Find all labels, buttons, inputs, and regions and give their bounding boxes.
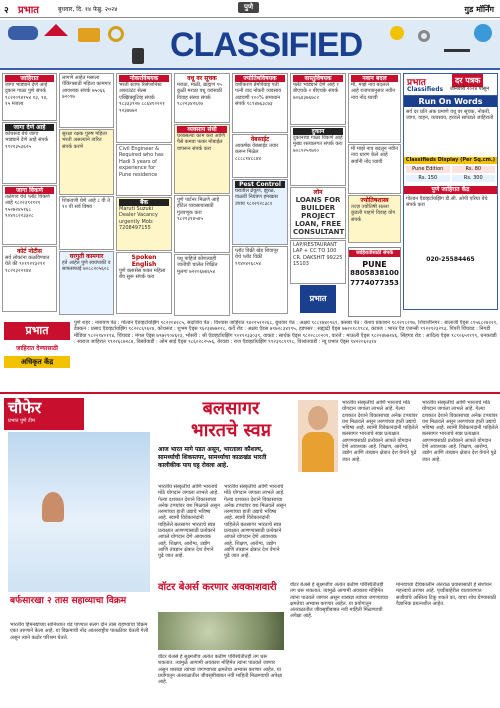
ad-centre-badge — [4, 322, 70, 388]
ad-centre-list-text: पुणे शहर : नारायण पेठ : गोल्डन ऍडव्हर्टायझिंग ९८२२०४२८५, सदाशिव पेठ : विश्वास जाहिरात ९४२२५१२२६८, बुधवार पेठ : अक्षय ९८८१७४०९६९, कसबा पेठ : केशव प्रकाशन ९८२२१८२९७, शिवाजीनगर : बालाजी ऍड्स ८९५६८२४२२१, डेक्कन : प्रसाद ऍडव्हर्टायझिंग ९८२२८६९६२४, कोथरूड : शुभम ऍड्स ९६२३४७७१२८, कर्वे रोड : अक्षय ऍडस ७९७२८३४१९५, हडपसर : सह्याद्री ऍड्स ७७२०१८१९८४, कात्रज : भारत ऍड एजन्सी ९९२२१२३२९३, पिंपरी चिंचवड : निगडी मीडिया ९८२२१४०११४, चिंचवड : मंगल ऍड्स ७९७२९०४६२३, भोसरी : श्री ऍडव्हर्टायझिंग ९०११२३३०३९, वाकड : सार्थक ऍड्स ९८२२८८०२०१, वारजे : माऊली ऍड्स ९८२२४७७१४६, सिंहगड रोड : आदित्य ऍड्स ९८९०६५९१९९, धनकवडी : स्वराज जाहिरात ९९२२६८७२८४, बिबवेवाडी : ओम साई ऍड्स ९८६०२८२५५६, येरवडा : राज ऍडव्हर्टायझिंग ९९२३१८१९९८, विश्रांतवाडी : न्यू प्रभात ऍड्स ९४२२०६२३१४ — [74, 320, 498, 345]
column-2 — [59, 73, 114, 318]
page-number: २ — [4, 6, 9, 16]
col3-box2-text: Civil Engineer & Required who has Hadi 3 years of experience for Pune residence — [119, 146, 164, 178]
chaufer-sub: प्रभात पुणे टीम — [8, 418, 35, 424]
ice-swimmer-photo — [8, 432, 150, 592]
col3-box4-text: पुणे क्लासेस फक्त महिला बॅच सुरू संपर्क करा — [119, 268, 166, 281]
page-header — [0, 0, 500, 18]
rate-card-notes: सर्व दर प्रति अंक प्रमाणे वधू वर सूचक, नोकरी, जागा, वाहन, व्यवसाय, हरवले सापडले जाहिराती — [406, 109, 494, 122]
headline-deck: आज भारत मागे पडत असून, भारताला कौशल्य, सामर्थ्याची शिकस्तपर, सामर्थ्याचा काळखंड भारती कालीकीक पाय घट्ट रोवला आहे. — [158, 446, 267, 469]
contact-head: जाहिरातीसाठी संपर्क — [349, 250, 400, 257]
col4-box4-text: वधू पाहिजे कोणत्याही जातीची चालेल शिक्षित मुलगा ७२२०६७४६५४ — [177, 256, 218, 275]
ad-badge-logo: प्रभात — [4, 322, 70, 340]
ad-centre-phone[interactable]: 020-25584465 — [426, 256, 475, 263]
col6-box2-text: दुकानाचा गाळा विकणे आहे मुख्य रस्त्यालगत संपर्क करा ७०८९२५९७१० — [293, 135, 343, 154]
edition-name: गुड मॉर्निंग — [464, 5, 494, 14]
water-bears-text-1: वॉटर बेअर्स हे सूक्ष्मजीव अत्यंत कठीण परिस्थितीतही तग धरू शकतात. त्यामुळे आगामी अवकाश मोहिमेत त्यांना पाठवले जाणार असून शास्त्रज्ञ त्यांच्या जगण्याच्या क्षमतेचा अभ्यास करणार आहेत. या प्रयोगातून अंतराळातील जीवसृष्टीबाबत नवी माहिती मिळण्याची अपेक्षा आहे. — [158, 654, 283, 686]
col6-box1-head: वास्तुविषयक — [293, 75, 343, 82]
col5-box3-head: Pest Control — [235, 181, 285, 188]
col5-box2-text: आकर्षक वेबसाईट तयार करून मिळेल ८८८८१४८८४४ — [235, 143, 279, 162]
col2-box3-text: शिकवणी घेणे आहे ८ वी ते १० वी सर्व विषय — [62, 198, 111, 211]
col1-box3-head: जागा विकणे — [5, 187, 54, 194]
chaufer-logo — [4, 398, 84, 430]
house-icon — [44, 24, 68, 36]
rate-cell-1: Pune Edition — [406, 166, 450, 173]
col2-box4-head: घरगुती कामगार — [69, 253, 104, 260]
author-photo — [298, 400, 338, 472]
author-head — [308, 406, 328, 430]
col1-box1-head: जाहिरात — [5, 75, 54, 82]
col1-box4-head: कोर्ट नोटीस — [17, 248, 42, 255]
chaufer-title: चौफेर — [8, 398, 42, 417]
photo-story-text: भारतीय हिमनद्यांच्या सानिध्यात थंड पाण्यात सलग दोन तास राहण्याचा विक्रम एका तरुणाने केला आहे. या विक्रमाची नोंद आंतरराष्ट्रीय पातळीवर घेतली गेली असून त्याने कठोर परिश्रम घेतले. — [10, 622, 149, 641]
col5-box3-text: घरातील ढेकूण, झुरळ, वाळवी नियंत्रण हमखास उपाय ९८२२१२८३८१ — [235, 188, 278, 207]
col4-box2-text: घरबसल्या काम करा आणि पैसे कमवा फक्त मोबाईल वापरून संपर्क करा — [177, 133, 225, 152]
col7-box1-head: नवान बदल — [351, 75, 398, 82]
globe-icon — [474, 24, 492, 42]
water-bears-text-2: वॉटर बेअर्स हे सूक्ष्मजीव अत्यंत कठीण परिस्थितीतही तग धरू शकतात. त्यामुळे आगामी अवकाश मोहिमेत त्यांना पाठवले जाणार असून शास्त्रज्ञ त्यांच्या जगण्याच्या क्षमतेचा अभ्यास करणार आहेत. या प्रयोगातून अंतराळातील जीवसृष्टीबाबत नवी माहिती मिळण्याची अपेक्षा आहे. — [290, 582, 389, 620]
contact-phone-1[interactable]: 8805838100 — [350, 269, 399, 277]
display-rate-head: Classifieds Display (Per Sq.cm.) — [405, 157, 496, 163]
city-tag: पुणे — [238, 2, 259, 13]
headline-line-2: भारतचे स्वप्न — [191, 420, 271, 441]
column-3 — [116, 73, 172, 318]
headline-line-1: बलसागर — [202, 398, 260, 419]
main-story-col-2: भारतीय संस्कृतीचे आणि भारताचे मोठे योगदान जगाला लाभले आहे. गेल्या दशकात देशाने विकासाच्या अनेक टप्प्यांवर यश मिळवले असून तरुणांच्या हाती उद्याचे भविष्य आहे. स्वामी विवेकानंदांनी पाहिलेले बलसागर भारताचे स्वप्न प्रत्यक्षात आणण्यासाठी प्रत्येकाने आपले योगदान देणे आवश्यक आहे. शिक्षण, आरोग्य, उद्योग आणि तंत्रज्ञान क्षेत्रात देश वेगाने पुढे जात आहे. — [224, 484, 286, 560]
col4-box1-text: मराठा, माळी, ब्राह्मण ९५ कुळी मराठा वधू वरांसाठी विवाह संस्था संपर्क ९८२२३४२६१७ — [177, 82, 223, 108]
rate-card-title: दर पत्रक — [452, 74, 483, 87]
rate-cell-4: Rs. 300 — [452, 175, 496, 182]
col3-box1-text: भरती स्टाफ रिसेप्शनिस्ट अकाउंटंट सेल्स एक्झिक्युटिव्ह संपर्क ९८३३३९२७ ८८६४१२२२१ ९२३४७७२ — [119, 82, 165, 114]
key-icon — [418, 30, 430, 42]
column-6 — [290, 73, 346, 318]
col6-box1-text: फ्लॅट भाड्याने देणे आहे १ बीएचके २ बीएचके संपर्क ७०६४३७६७८२ — [293, 82, 339, 101]
contact-phone-2[interactable]: 7774077353 — [350, 279, 399, 287]
water-bears-text-3: मानवाच्या दीर्घकालीन अंतराळ प्रवासासाठी हे संशोधन महत्त्वाचे ठरणार आहे. पृथ्वीबाहेरील वातावरणात सजीवांचे अस्तित्व टिकू शकते का, याचा शोध घेण्यासाठी वैज्ञानिक प्रयत्नशील आहेत. — [396, 582, 497, 607]
rate-card-label: Classifieds — [407, 86, 444, 93]
col3-box1-head: नोकरविषयक — [119, 75, 169, 82]
banner-title: CLASSIFIED — [170, 26, 363, 64]
col7-box1-text: मी, माझे नाव बदलले आहे राजपत्रानुसार नवीन नाव नोंद घ्यावी — [351, 82, 396, 101]
ring-icon — [108, 26, 124, 42]
col3-box4-head: Spoken English — [131, 254, 157, 268]
col7-box2-text: मी माझे नाव बदलून नवीन नाव धारण केले आहे सर्वांनी नोंद घ्यावी — [351, 146, 398, 165]
column-1 — [2, 73, 57, 318]
col4-box1-head: वधू वर सूचक — [187, 75, 217, 82]
col5-box1-text: वशीकरण प्रेमविवाह पती पत्नी वाद नोकरी व्यवसाय अडचणी १००% समाधान संपर्क ९८९४७६३८७३ — [235, 82, 282, 108]
ad-badge-sub: जाहिरात देण्यासाठी — [16, 345, 58, 352]
main-story-col-3: भारतीय संस्कृतीचे आणि भारताचे मोठे योगदान जगाला लाभले आहे. गेल्या दशकात देशाने विकासाच्या अनेक टप्प्यांवर यश मिळवले असून तरुणांच्या हाती उद्याचे भविष्य आहे. स्वामी विवेकानंदांनी पाहिलेले बलसागर भारताचे स्वप्न प्रत्यक्षात आणण्यासाठी प्रत्येकाने आपले योगदान देणे आवश्यक आहे. शिक्षण, आरोग्य, उद्योग आणि तंत्रज्ञान क्षेत्रात देश वेगाने पुढे जात आहे. — [342, 400, 418, 463]
author-body — [302, 432, 334, 472]
col1-box3-text: तळेगाव येथे प्लॉट विकणे आहे ९८२२३९२१२१ ९५२७२४५१६८ ९०४९८२२३३२८ — [5, 194, 50, 220]
col1-box2-head: जागा देणे आहे — [5, 124, 54, 131]
col2-box1-text: लागणे आहेत मसाला पॅकिंगसाठी महिला कामगार आवश्यक संपर्क ७५०६६ ७२०९७ — [62, 75, 111, 101]
main-story-col-4: भारतीय संस्कृतीचे आणि भारताचे मोठे योगदान जगाला लाभले आहे. गेल्या दशकात देशाने विकासाच्या अनेक टप्प्यांवर यश मिळवले असून तरुणांच्या हाती उद्याचे भविष्य आहे. स्वामी विवेकानंदांनी पाहिलेले बलसागर भारताचे स्वप्न प्रत्यक्षात आणण्यासाठी प्रत्येकाने आपले योगदान देणे आवश्यक आहे. शिक्षण, आरोग्य, उद्योग आणि तंत्रज्ञान क्षेत्रात देश वेगाने पुढे जात आहे. — [422, 400, 498, 463]
issue-date: बुधवार, दि. १४ फेब्रु. २०२४ — [58, 6, 118, 13]
rate-cell-3: Rs. 150 — [406, 175, 450, 182]
col4-box3-text: पुणे पार्टनर मिळणे आहे हॉटेल व्यवसायासाठी गुंतवणूक करा ९८२२३१४५४५ — [177, 197, 220, 223]
classified-banner — [0, 20, 500, 70]
water-bear-photo — [158, 612, 284, 650]
col5-box4-text: प्लॉट विक्री खेड शिवापूर येथे प्लॉट विक्री ९१४०४२६८५४ — [235, 248, 279, 267]
ad-centre-list — [74, 320, 498, 390]
masthead-logo: प्रभात — [18, 5, 40, 16]
ad-centre-text: गोल्डन ऍडव्हर्टायझिंग डी.सी. ओपी एरिया येथे संपर्क करा — [406, 196, 488, 209]
col7-box3-text: तज्ज्ञ ज्योतिषी सल्ला कुंडली पाहणे विवाह योग संपर्क — [351, 204, 396, 223]
bulb-icon — [390, 26, 404, 40]
main-story-col-1: भारतीय संस्कृतीचे आणि भारताचे मोठे योगदान जगाला लाभले आहे. गेल्या दशकात देशाने विकासाच्या अनेक टप्प्यांवर यश मिळवले असून तरुणांच्या हाती उद्याचे भविष्य आहे. स्वामी विवेकानंदांनी पाहिलेले बलसागर भारताचे स्वप्न प्रत्यक्षात आणण्यासाठी प्रत्येकाने आपले योगदान देणे आवश्यक आहे. शिक्षण, आरोग्य, उद्योग आणि तंत्रज्ञान क्षेत्रात देश वेगाने पुढे जात आहे. — [158, 484, 220, 560]
col4-box2-head: व्यवसाय संधी — [177, 126, 227, 133]
phone-icon — [132, 48, 144, 64]
water-bears-headline: वॉटर बेअर्स करणार अवकाशवारी — [158, 582, 277, 593]
col6-box4-text: LAP/RESTAURANT LAP + CC TO 100 CR. DAKSHIT 99225 15103 — [293, 242, 343, 268]
swimmer-figure — [42, 492, 64, 522]
col1-box2-text: कोथरूड येथे जागा भाड्याने देणे आहे संपर्क ९९२२३५३६२५ — [5, 131, 49, 150]
col5-box1-head: ज्योतिषविषयक — [235, 75, 285, 82]
col6-box3-head: लोन — [313, 189, 323, 196]
rate-card-logo: प्रभात — [407, 78, 426, 88]
col6-box3-text: LOANS FOR BUILDER PROJECT LOAN, FREE CONSULTANT — [293, 196, 345, 236]
col1-box1-text: जागा भाड्याने देणे आहे दुकान गाळा पुणे संपर्क ९८२२०९४१५४ १३, १४, १५ मजला — [5, 82, 48, 108]
ad-centre-head: पुणे जाहिरात केंद्र — [404, 186, 497, 194]
photo-caption: बर्फसारखा २ तास सहाव्याचा विक्रम — [10, 596, 127, 606]
col2-box2-text: सुरक्षा रक्षक पुरुष महिला भरती असल्याने त्वरित संपर्क करणे — [62, 131, 107, 150]
prabhat-logo-small: प्रभात — [300, 285, 336, 313]
col6-box2-head: दुकान — [293, 128, 343, 135]
headline-main — [156, 398, 306, 442]
ad-badge-tag: अधिकृत केंद्र — [4, 356, 70, 368]
rate-card-header — [404, 74, 497, 96]
rate-card-subtitle: जानेवारी २०२४ पासून — [450, 86, 490, 92]
contact-box — [348, 247, 401, 317]
col3-box3-head: बैंक — [119, 199, 169, 206]
briefcase-icon — [78, 28, 100, 42]
col7-box3-head: ज्योतिषशास्त्र — [360, 197, 389, 204]
contact-city: PUNE — [362, 260, 387, 269]
col2-box4-text: हवे आहेत पुणे स्वयंपाकी व साफसफाई ७०८८२०५६०८ — [62, 260, 111, 273]
run-on-words-head: Run On Words — [404, 96, 497, 107]
column-5 — [232, 73, 288, 318]
rate-card-panel — [403, 73, 498, 310]
col3-box3-text: Maruti Suzuki Dealer Vacancy urgently Mob: 7208497155 — [119, 206, 158, 232]
col1-box4-text: सर्व लोकांना कळविण्यात येते की ९०११२१३२९१ ९८२२३२२१४४ — [5, 255, 50, 274]
bike-icon — [444, 40, 470, 52]
car-icon — [8, 26, 38, 40]
col5-box2-head: वेबसाईट — [250, 136, 270, 143]
column-4 — [174, 73, 230, 318]
rate-cell-2: Rs. 80 — [452, 166, 496, 173]
